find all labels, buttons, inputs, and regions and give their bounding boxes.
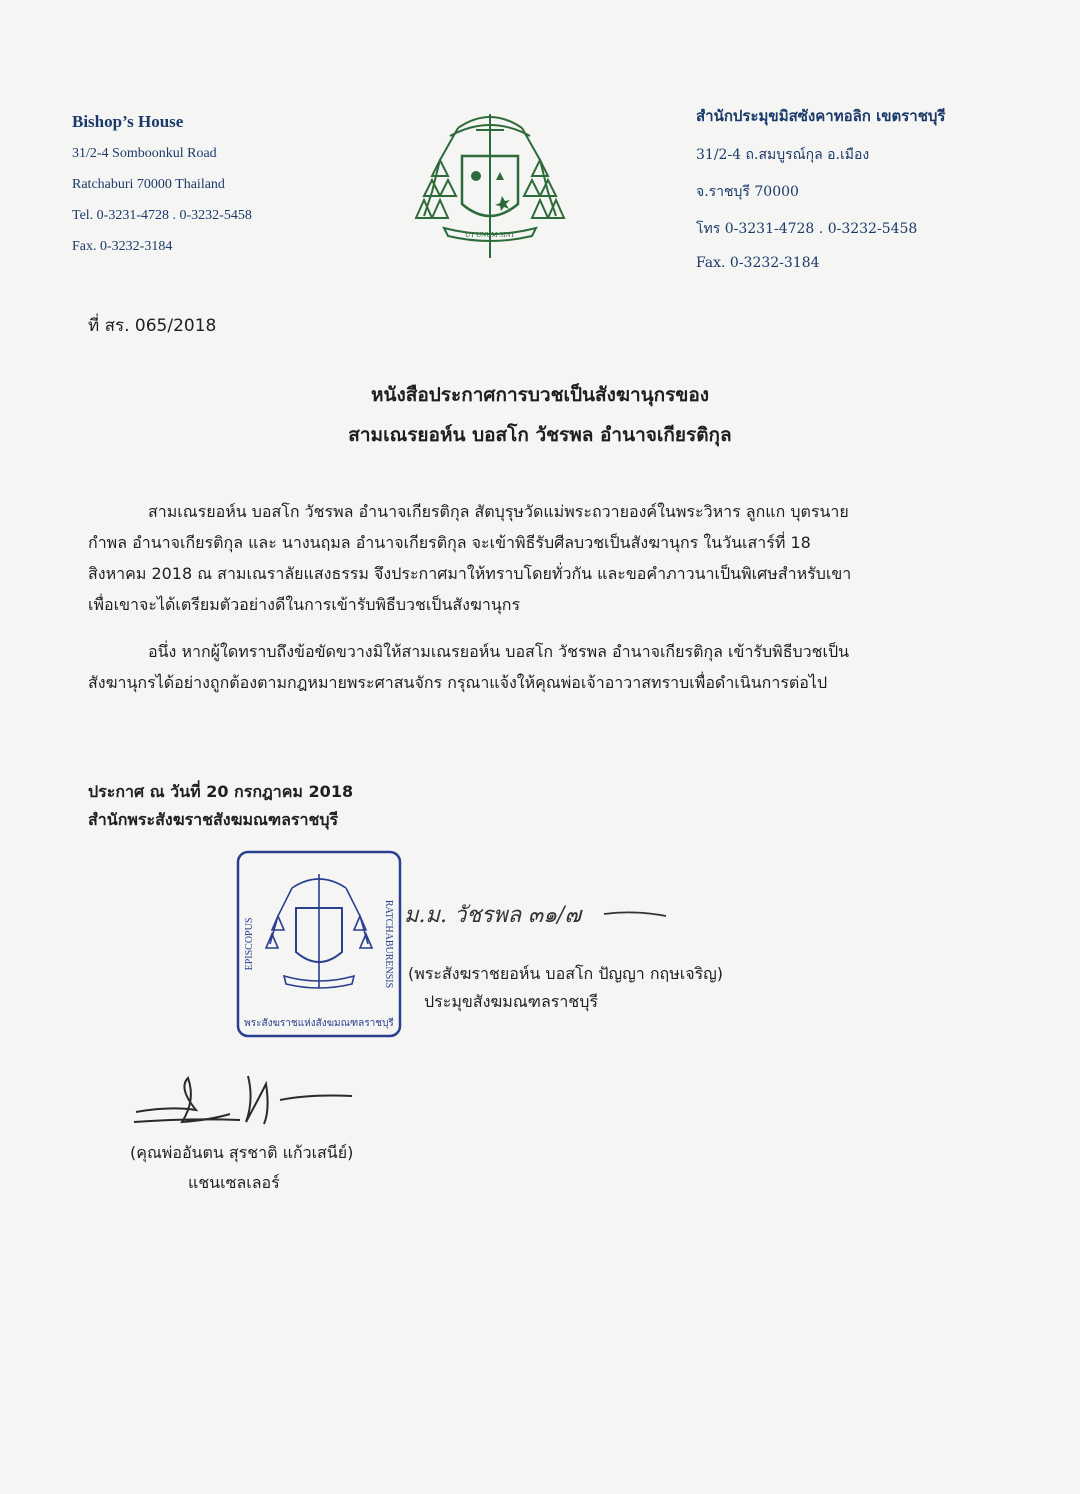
signatory1-title: ประมุขสังฆมณฑลราชบุรี	[424, 992, 598, 1011]
letterhead-address1-th: 31/2-4 ถ.สมบูรณ์กุล อ.เมือง	[696, 147, 870, 163]
letterhead-org-th: สำนักประมุขมิสซังคาทอลิก เขตราชบุรี	[696, 107, 946, 125]
letterhead-address2-en: Ratchaburi 70000 Thailand	[72, 177, 225, 192]
document-title-line1: หนังสือประกาศการบวชเป็นสังฆานุกรของ	[370, 384, 710, 406]
crest-motto: UT UNUM SINT	[465, 231, 515, 239]
paragraph-line: สังฆานุกรได้อย่างถูกต้องตามกฎหมายพระศาสนจักร กรุณาแจ้งให้คุณพ่อเจ้าอาวาสทราบเพื่อดำเนินการต่อไป	[88, 673, 828, 692]
paragraph-line: เพื่อเขาจะได้เตรียมตัวอย่างดีในการเข้ารับพิธีบวชเป็นสังฆานุกร	[88, 595, 521, 614]
document-title-line2: สามเณรยอห์น บอสโก วัชรพล อำนาจเกียรติกุล	[348, 424, 732, 446]
official-seal-stamp	[234, 848, 404, 1040]
signatory2-name: (คุณพ่ออันตน สุรชาติ แก้วเสนีย์)	[130, 1143, 354, 1162]
letterhead-fax-en: Fax. 0-3232-3184	[72, 239, 173, 254]
letterhead-tel-th: โทร 0-3231-4728 . 0-3232-5458	[696, 221, 918, 237]
signatory2-block	[130, 1138, 353, 1198]
seal-right-text: RATCHABURENSIS	[383, 899, 394, 989]
bishop-signature	[404, 880, 674, 940]
signatory1-name: (พระสังฆราชยอห์น บอสโก ปัญญา กฤษเจริญ)	[408, 964, 724, 983]
reference-number: ที่ สร. 065/2018	[88, 316, 217, 336]
declaration-date: ประกาศ ณ วันที่ 20 กรกฎาคม 2018	[88, 782, 354, 801]
declaration-block	[88, 778, 353, 834]
letterhead-english	[72, 112, 252, 270]
body-paragraph-1	[88, 496, 918, 620]
letterhead-org-en: Bishop’s House	[72, 112, 184, 131]
paragraph-line: กำพล อำนาจเกียรติกุล และ นางนฤมล อำนาจเกียรติกุล จะเข้าพิธีรับศีลบวชเป็นสังฆานุกร ในวันเสาร์ที่ 18	[88, 533, 811, 552]
chancellor-signature	[130, 1070, 360, 1140]
declaration-office: สำนักพระสังฆราชสังฆมณฑลราชบุรี	[88, 810, 339, 829]
paragraph-line: สิงหาคม 2018 ณ สามเณราลัยแสงธรรม จึงประกาศมาให้ทราบโดยทั่วกัน และขอคำภาวนาเป็นพิเศษสำหรับเขา	[88, 564, 852, 583]
letterhead-fax-th: Fax. 0-3232-3184	[696, 255, 820, 271]
signatory2-title: แชนเซลเลอร์	[188, 1173, 280, 1192]
paragraph-line: อนึ่ง หากผู้ใดทราบถึงข้อขัดขวางมิให้สามเณรยอห์น บอสโก วัชรพล อำนาจเกียรติกุล เข้ารับพิธีบวชเป็น	[148, 642, 850, 661]
episcopal-crest-icon	[410, 100, 570, 262]
body-paragraph-2	[88, 636, 918, 698]
letterhead-tel-en: Tel. 0-3231-4728 . 0-3232-5458	[72, 208, 252, 223]
signatory1-block	[408, 960, 723, 1016]
paragraph-line: สามเณรยอห์น บอสโก วัชรพล อำนาจเกียรติกุล สัตบุรุษวัดแม่พระถวายองค์ในพระวิหาร ลูกแก บุตรนาย	[148, 502, 849, 521]
seal-left-text: EPISCOPUS	[244, 917, 255, 971]
letterhead-thai	[696, 104, 945, 286]
signature-note: ม.ม. วัชรพล ๓๑/๗	[404, 903, 582, 928]
letterhead-address2-th: จ.ราชบุรี 70000	[696, 184, 799, 200]
seal-bottom-text: พระสังฆราชแห่งสังฆมณฑลราชบุรี	[244, 1018, 394, 1029]
letterhead-address1-en: 31/2-4 Somboonkul Road	[72, 146, 217, 161]
